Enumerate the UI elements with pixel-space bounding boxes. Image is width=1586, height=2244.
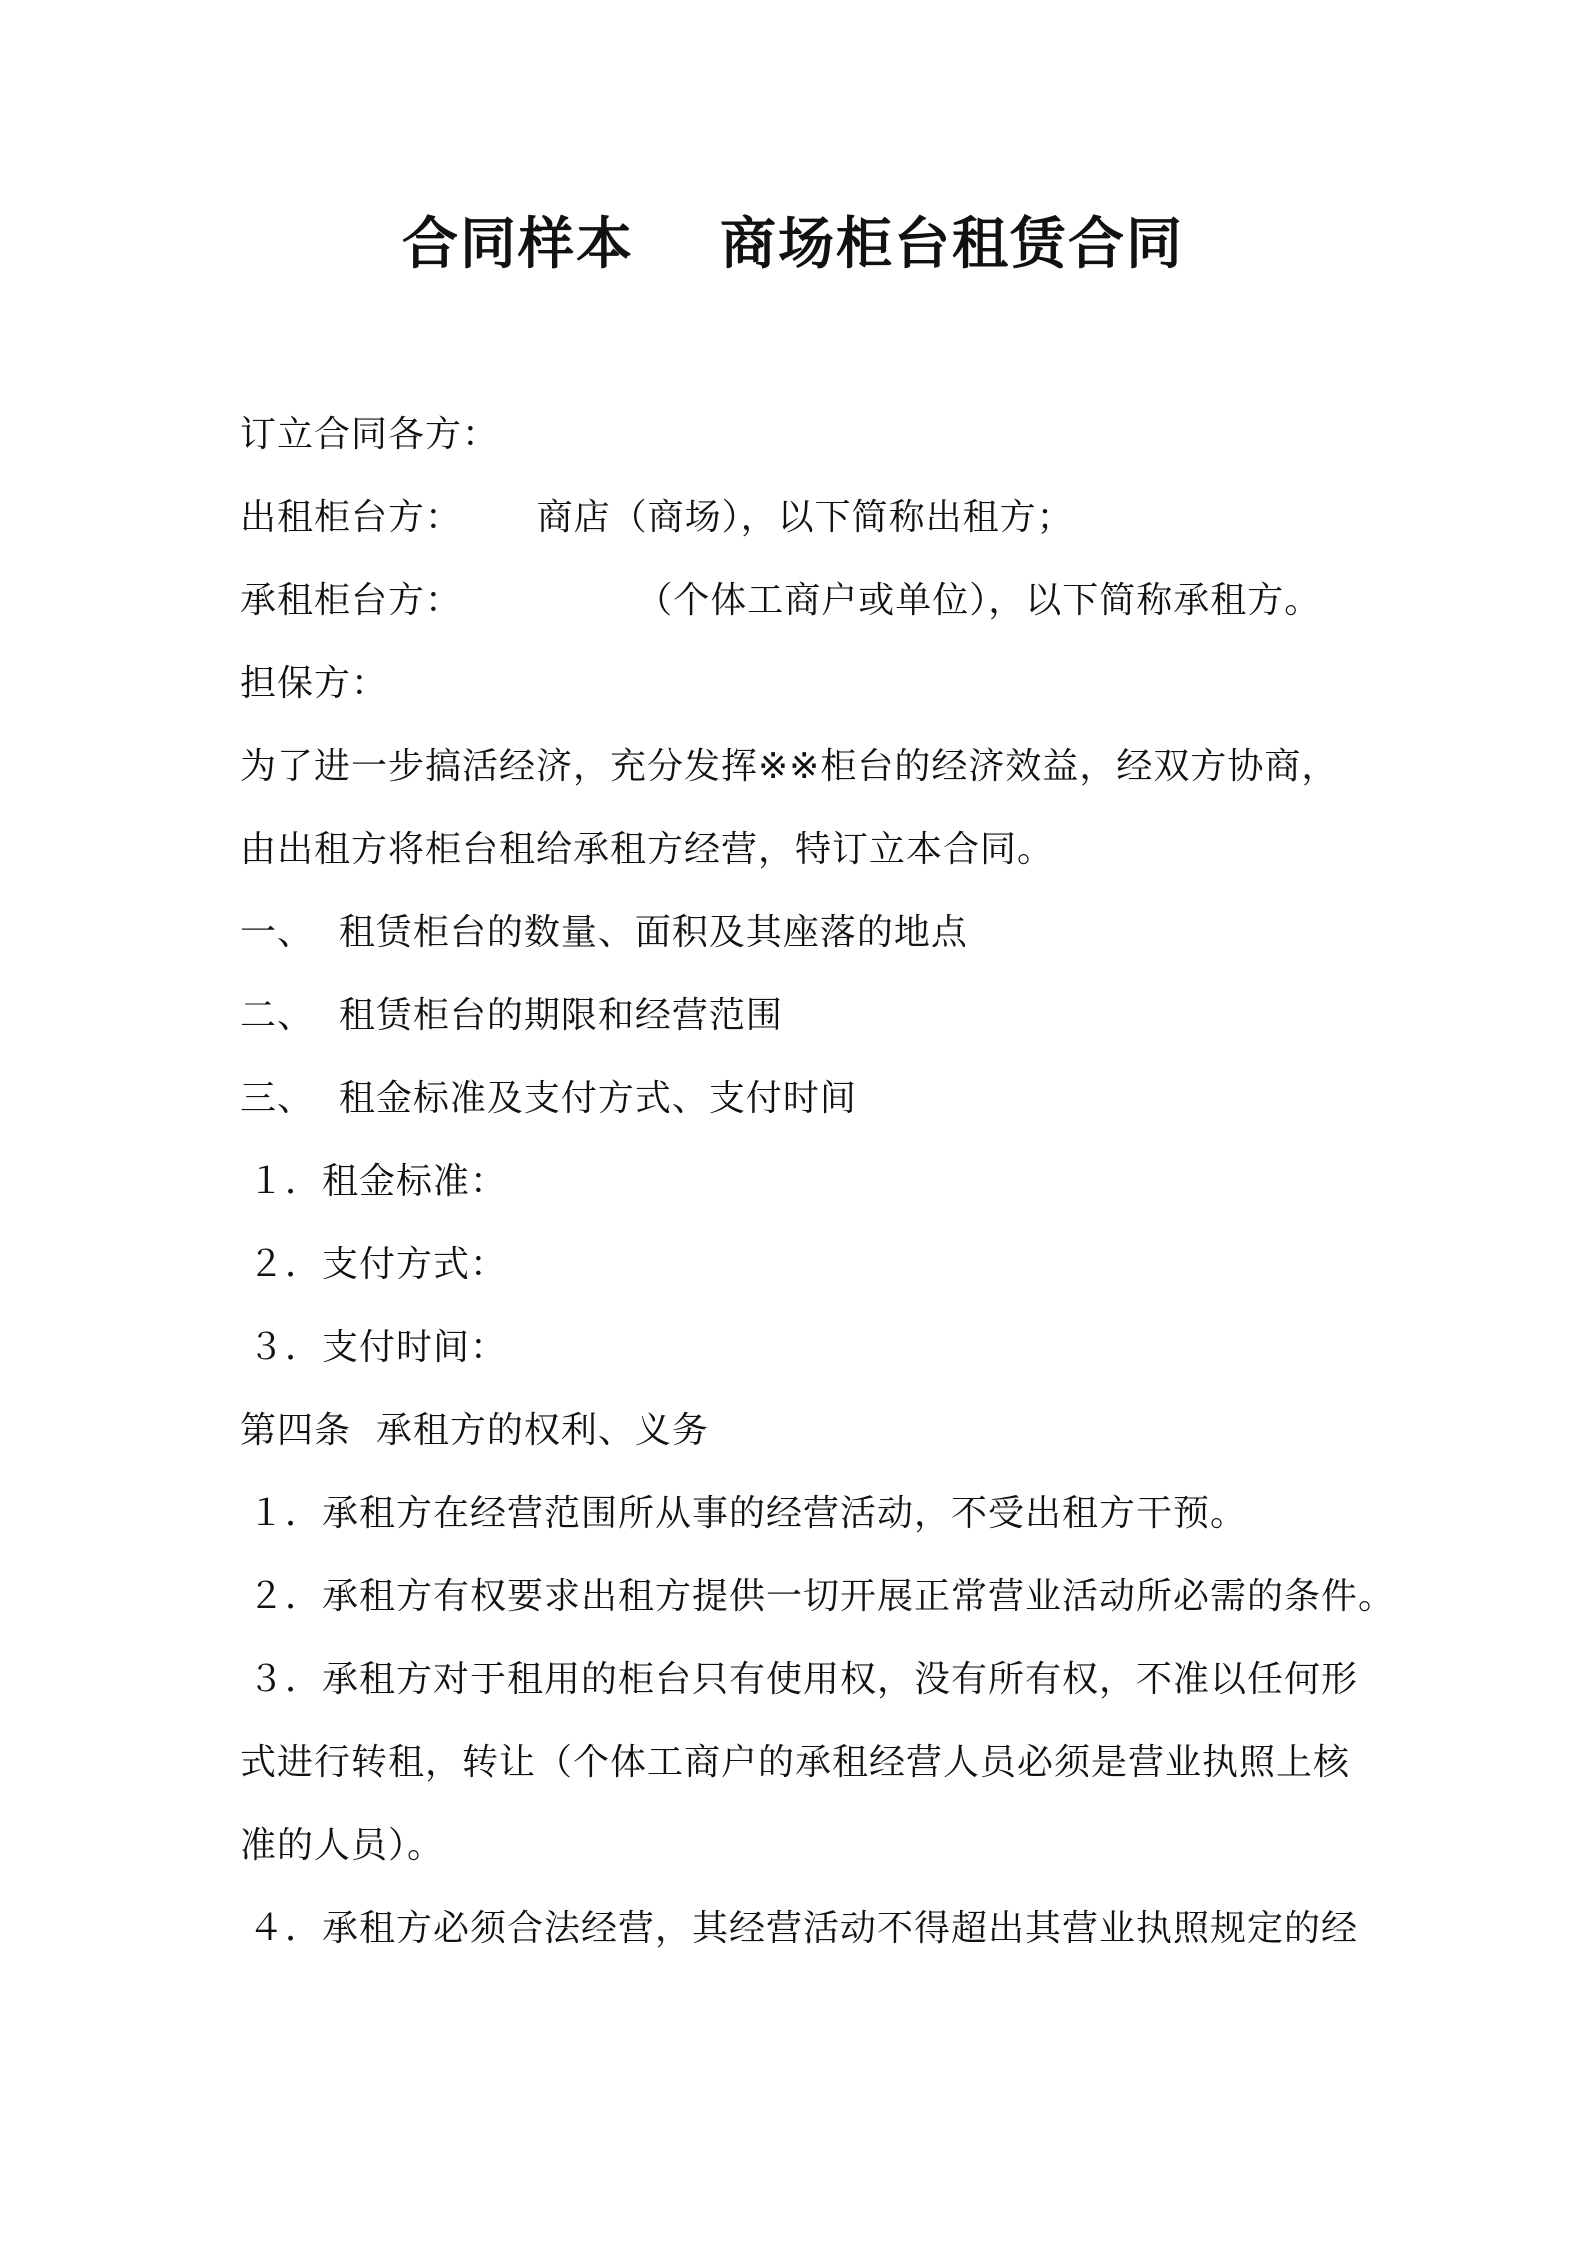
payment-time-item: ３．支付时间： xyxy=(248,1327,508,1368)
article-4-item-2: ２．承租方有权要求出租方提供一切开展正常营业活动所必需的条件。 xyxy=(248,1576,1396,1617)
lessor-line: 出租柜台方： 商店（商场），以下简称出租方； xyxy=(240,497,1074,538)
article-4-item-3-line-3: 准的人员）。 xyxy=(240,1825,445,1866)
lessee-line: 承租柜台方： （个体工商户或单位），以下简称承租方。 xyxy=(240,580,1322,621)
article-4-item-3-line-2: 式进行转租，转让（个体工商户的承租经营人员必须是营业执照上核 xyxy=(240,1742,1351,1783)
section-3-heading: 三、 租金标准及支付方式、支付时间 xyxy=(240,1078,857,1119)
article-4-item-4-line-1: ４．承租方必须合法经营，其经营活动不得超出其营业执照规定的经 xyxy=(248,1908,1359,1949)
preamble-line-2: 由出租方将柜台租给承租方经营，特订立本合同。 xyxy=(240,829,1055,870)
section-2-heading: 二、 租赁柜台的期限和经营范围 xyxy=(240,995,783,1036)
section-1-heading: 一、 租赁柜台的数量、面积及其座落的地点 xyxy=(240,912,968,953)
preamble-line-1: 为了进一步搞活经济，充分发挥※※柜台的经济效益，经双方协商， xyxy=(240,746,1339,787)
article-4-item-3-line-1: ３．承租方对于租用的柜台只有使用权，没有所有权，不准以任何形 xyxy=(248,1659,1359,1700)
document-title: 合同样本 商场柜台租赁合同 xyxy=(402,212,1184,277)
article-4-item-1: １．承租方在经营范围所从事的经营活动，不受出租方干预。 xyxy=(248,1493,1248,1534)
parties-heading: 订立合同各方： xyxy=(240,414,500,455)
guarantor-line: 担保方： xyxy=(240,663,389,704)
payment-method-item: ２．支付方式： xyxy=(248,1244,508,1285)
article-4-heading: 第四条 承租方的权利、义务 xyxy=(240,1410,709,1451)
rent-standard-item: １．租金标准： xyxy=(248,1161,508,1202)
